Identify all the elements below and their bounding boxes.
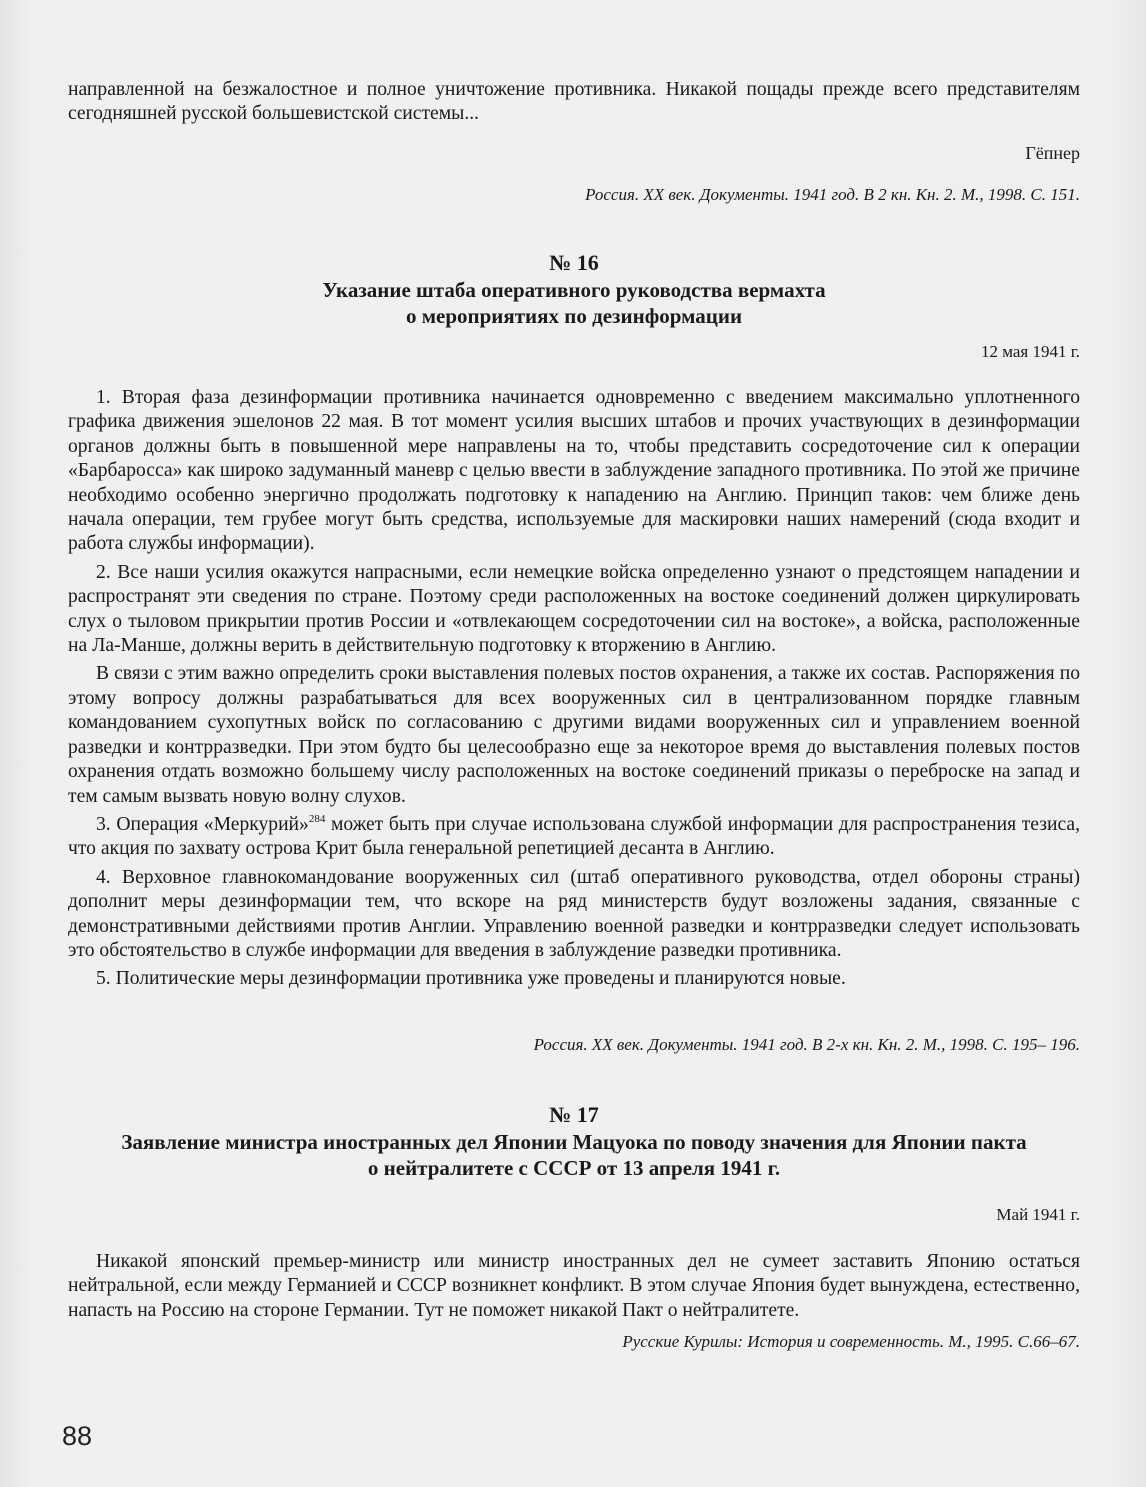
doc17-date-block <box>68 1205 1080 1225</box>
doc16-source-block <box>68 1034 1080 1056</box>
continuation-text: направленной на безжалостное и полное уничтожение противника. Никакой пощады прежде всего представителям сегодняшней русской большевистской системы... <box>68 79 1080 125</box>
page-number: 88 <box>62 1421 93 1451</box>
doc17-number: № 17 <box>549 1102 599 1127</box>
continuation-source-block <box>68 184 1080 206</box>
doc16-date: 12 мая 1941 г. <box>980 342 1080 361</box>
doc16-paragraph-4 <box>68 813 1080 862</box>
doc17-source-block <box>68 1331 1080 1353</box>
doc17-body <box>68 1250 1080 1323</box>
source-citation: Русские Курилы: История и современность. М., 1995. С.66–67. <box>622 1332 1080 1351</box>
doc16-paragraph-4-start: 3. Операция «Меркурий» <box>96 813 309 835</box>
doc16-paragraph-4-end: может быть при случае использована службой информации для распространения тезиса, что акция по захвату острова Крит была генеральной репетицией десанта в Англию. <box>68 813 1080 860</box>
doc16-paragraph-2: 2. Все наши усилия окажутся напрасными, если немецкие войска определенно узнают о предстоящем нападении и распространят эти сведения по стране. Поэтому среди расположенных на востоке соединений должен циркулировать слух о тыловом прикрытии против России и «отвлекающем сосредоточении сил на востоке», а войска, расположенные на Ла-Манше, должны верить в действительную подготовку к вторжению в Англию. <box>68 561 1080 657</box>
doc17-heading <box>68 1102 1080 1181</box>
doc16-title-line1: Указание штаба оперативного руководства вермахта <box>322 278 826 302</box>
doc17-title-line2: о нейтралитете с СССР от 13 апреля 1941 г. <box>367 1156 781 1180</box>
signature-block <box>68 143 1080 164</box>
doc16-paragraph-5: 4. Верховное главнокомандование вооруженных сил (штаб оперативного руководства, отдел обороны страны) дополнит меры дезинформации тем, что вскоре на ряд министерств будут возложены задания, связанные с демонстративными действиями против Англии. Управлению военной разведки и контрразведки следует использовать это обстоятельство в службе информации для введения в заблуждение разведки противника. <box>68 866 1080 961</box>
signature: Гёпнер <box>1025 143 1080 163</box>
doc16-paragraph-1: 1. Вторая фаза дезинформации противника начинается одновременно с введением максимально уплотненного графика движения эшелонов 22 мая. В тот момент усилия высших штабов и прочих участвующих в дезинформации органов должны быть в повышенной мере направлены на то, чтобы представить сосредоточение сил к операции «Барбаросса» как широко задуманный маневр с целью ввести в заблуждение западного противника. По этой же причине необходимо особенно энергично продолжать подготовку к нападению на Англию. Принцип таков: чем ближе день начала операции, тем грубее могут быть средства, используемые для маскировки наших намерений (сюда входит и работа службы информации). <box>68 387 1080 555</box>
source-citation: Россия. XX век. Документы. 1941 год. В 2 кн. Кн. 2. М., 1998. С. 151. <box>585 185 1080 204</box>
source-citation: Россия. XX век. Документы. 1941 год. В 2-х кн. Кн. 2. М., 1998. С. 195– 196. <box>533 1035 1080 1054</box>
doc16-number: № 16 <box>549 250 599 275</box>
doc16-heading <box>68 250 1080 329</box>
footnote-ref: 284 <box>308 812 326 825</box>
doc17-title-line1: Заявление министра иностранных дел Японии Мацуока по поводу значения для Японии пакта <box>121 1130 1027 1154</box>
doc16-title-line2: о мероприятиях по дезинформации <box>405 304 743 328</box>
doc16-paragraph-6: 5. Политические меры дезинформации противника уже проведены и планируются новые. <box>96 968 846 990</box>
doc16-body <box>68 386 1080 992</box>
doc17-paragraph-1: Никакой японский премьер-министр или министр иностранных дел не сумеет заставить Японию остаться нейтральной, если между Германией и СССР возникнет конфликт. В этом случае Япония будет вынуждена, естественно, напасть на Россию на стороне Германии. Тут не поможет никакой Пакт о нейтралитете. <box>68 1251 1080 1321</box>
continuation-block <box>68 78 1080 127</box>
doc16-date-block <box>68 342 1080 362</box>
doc17-date: Май 1941 г. <box>996 1205 1080 1224</box>
doc16-paragraph-3: В связи с этим важно определить сроки выставления полевых постов охранения, а также их состав. Распоряжения по этому вопросу должны разрабатываться для всех вооруженных сил в централизованном порядке главным командованием сухопутных войск по согласованию с другими видами вооруженных сил и управлением военной разведки и контрразведки. При этом будто бы целесообразно еще за некоторое время до выставления полевых постов охранения отдать возможно большему числу расположенных на востоке соединений приказы о переброске на запад и тем самым вызвать новую волну слухов. <box>68 663 1080 807</box>
